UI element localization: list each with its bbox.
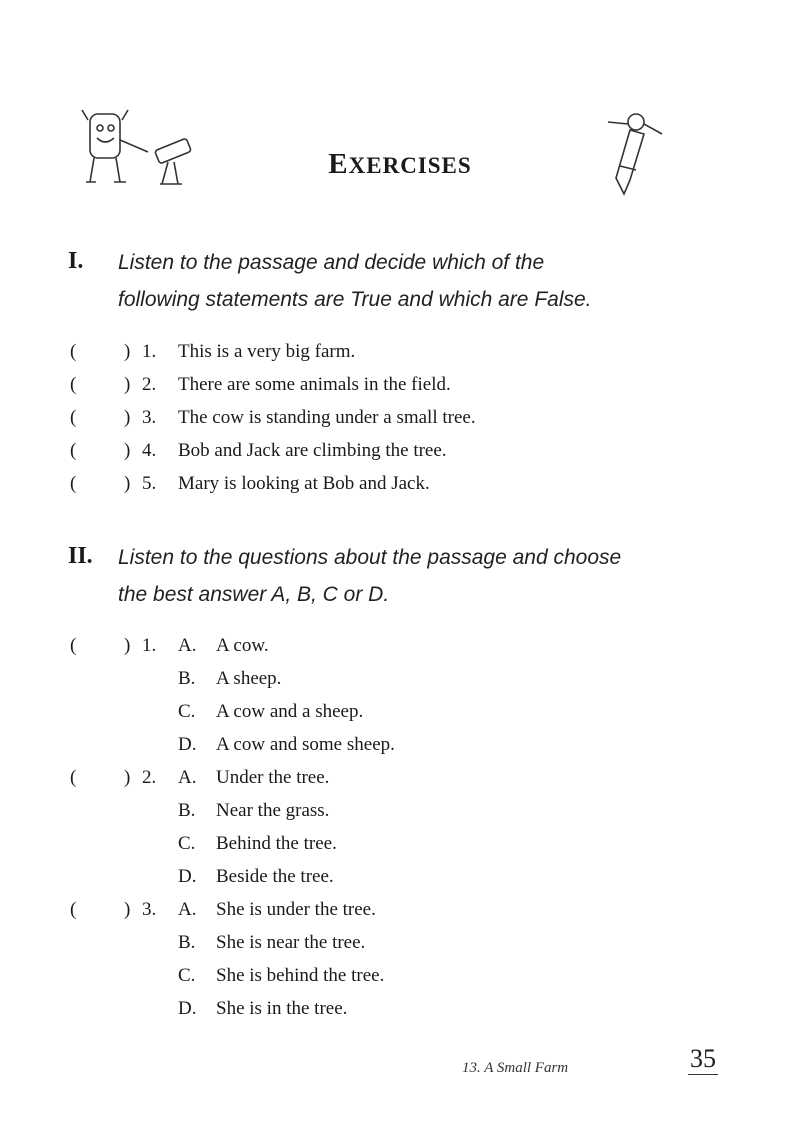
question-row — [70, 893, 710, 926]
statement-row — [70, 335, 710, 368]
section-1-instruction-line-1: Listen to the passage and decide which of the — [118, 251, 545, 274]
option-letter: A. — [178, 635, 197, 656]
option-letter: D. — [178, 998, 197, 1019]
option-text: A cow and some sheep. — [216, 734, 395, 755]
answer-blank-close: ) — [124, 635, 131, 656]
option-letter: B. — [178, 932, 196, 953]
statement-number: 4. — [142, 440, 157, 461]
section-1-number: I. — [68, 248, 84, 274]
statement-text: Mary is looking at Bob and Jack. — [178, 473, 430, 494]
option-letter: A. — [178, 767, 197, 788]
option-row — [70, 860, 710, 893]
question-row — [70, 761, 710, 794]
answer-blank-open[interactable]: ( — [70, 341, 77, 362]
answer-blank-open[interactable]: ( — [70, 440, 77, 461]
option-text: A sheep. — [216, 668, 282, 689]
answer-blank-open[interactable]: ( — [70, 899, 77, 920]
section-2-instruction — [118, 539, 621, 613]
option-text: A cow and a sheep. — [216, 701, 364, 722]
option-text: Beside the tree. — [216, 866, 334, 887]
option-row — [70, 695, 710, 728]
option-text: Behind the tree. — [216, 833, 337, 854]
answer-blank-close: ) — [124, 374, 131, 395]
option-row — [70, 794, 710, 827]
option-letter: C. — [178, 965, 196, 986]
option-letter: B. — [178, 668, 196, 689]
statement-number: 2. — [142, 374, 157, 395]
option-letter: D. — [178, 734, 197, 755]
section-2-instruction-line-1: Listen to the questions about the passage and choose — [118, 546, 622, 569]
title-rest: XERCISES — [348, 153, 472, 178]
exercises-title — [0, 148, 800, 181]
option-row — [70, 728, 710, 761]
option-text: She is under the tree. — [216, 899, 376, 920]
statement-number: 1. — [142, 341, 157, 362]
page-number: 35 — [690, 1044, 716, 1073]
answer-blank-close: ) — [124, 407, 131, 428]
answer-blank-close: ) — [124, 341, 131, 362]
answer-blank-open[interactable]: ( — [70, 374, 77, 395]
answer-blank-close: ) — [124, 473, 131, 494]
option-text: She is behind the tree. — [216, 965, 385, 986]
answer-blank-open[interactable]: ( — [70, 635, 77, 656]
option-text: She is near the tree. — [216, 932, 366, 953]
statement-row — [70, 401, 710, 434]
statement-row — [70, 434, 710, 467]
option-letter: B. — [178, 800, 196, 821]
answer-blank-close: ) — [124, 899, 131, 920]
statement-row — [70, 467, 710, 500]
statement-number: 5. — [142, 473, 157, 494]
question-row — [70, 629, 710, 662]
statement-text: The cow is standing under a small tree. — [178, 407, 476, 428]
statement-text: There are some animals in the field. — [178, 374, 451, 395]
lesson-caption: 13. A Small Farm — [462, 1060, 569, 1076]
answer-blank-close: ) — [124, 440, 131, 461]
section-2-questions — [70, 629, 710, 1025]
statement-text: This is a very big farm. — [178, 341, 356, 362]
statement-text: Bob and Jack are climbing the tree. — [178, 440, 447, 461]
answer-blank-open[interactable]: ( — [70, 767, 77, 788]
question-number: 3. — [142, 899, 157, 920]
question-number: 1. — [142, 635, 157, 656]
answer-blank-open[interactable]: ( — [70, 407, 77, 428]
option-text: She is in the tree. — [216, 998, 348, 1019]
section-1-statements — [70, 335, 710, 500]
section-2-number: II. — [68, 543, 93, 569]
option-letter: A. — [178, 899, 197, 920]
section-1-instruction — [118, 244, 592, 318]
option-text: A cow. — [216, 635, 269, 656]
option-letter: C. — [178, 701, 196, 722]
option-text: Near the grass. — [216, 800, 330, 821]
option-row — [70, 926, 710, 959]
option-row — [70, 827, 710, 860]
answer-blank-close: ) — [124, 767, 131, 788]
answer-blank-open[interactable]: ( — [70, 473, 77, 494]
option-row — [70, 662, 710, 695]
section-2-instruction-line-2: the best answer A, B, C or D. — [118, 583, 390, 606]
statement-row — [70, 368, 710, 401]
title-initial: E — [328, 148, 349, 180]
option-text: Under the tree. — [216, 767, 330, 788]
option-row — [70, 992, 710, 1025]
question-number: 2. — [142, 767, 157, 788]
option-row — [70, 959, 710, 992]
statement-number: 3. — [142, 407, 157, 428]
section-1-instruction-line-2: following statements are True and which are False. — [118, 288, 592, 311]
option-letter: D. — [178, 866, 197, 887]
option-letter: C. — [178, 833, 196, 854]
